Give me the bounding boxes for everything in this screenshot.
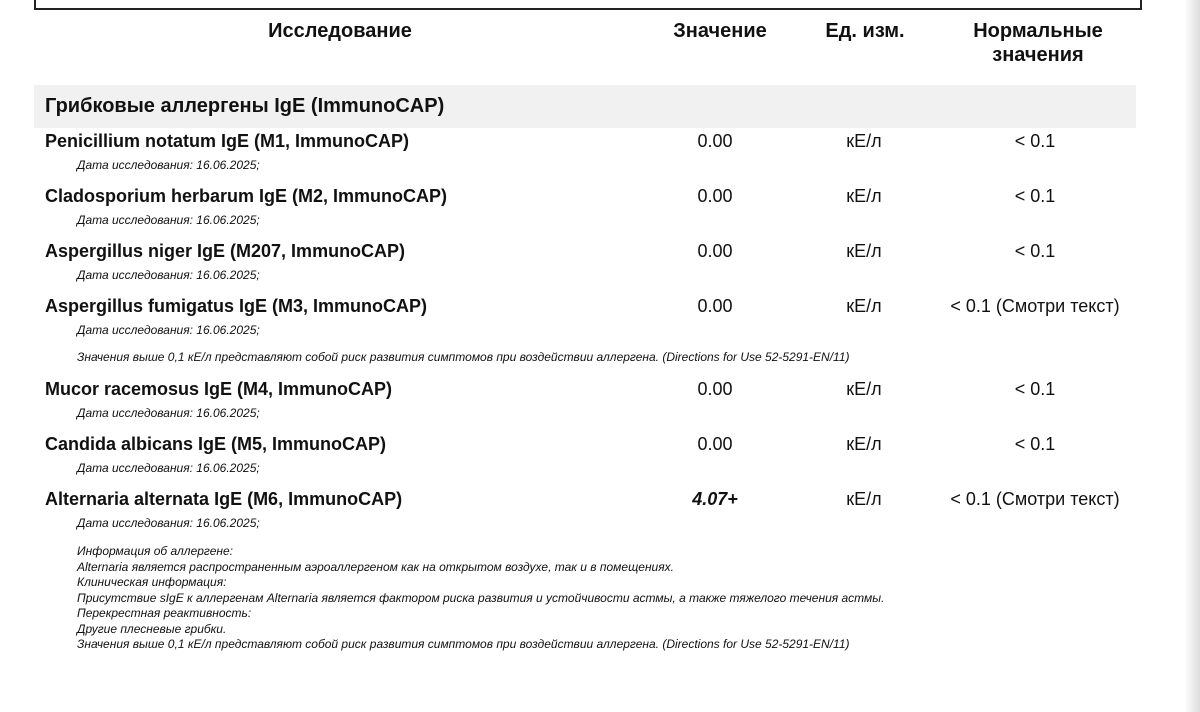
test-norm: < 0.1 <box>1014 241 1056 261</box>
allergen-note-line: Информация об аллергене: <box>77 544 233 558</box>
test-name: Aspergillus niger IgE (M207, ImmunoCAP) <box>45 241 406 261</box>
allergen-note-line: Alternaria является распространенным аэроаллергеном как на открытом воздухе, так и в помещениях. <box>77 559 674 574</box>
allergen-note-line: Присутствие sIgE к аллергенам Alternaria является фактором риска развития и устойчивости астмы, а также тяжелого течения астмы. <box>77 590 885 605</box>
test-norm: < 0.1 <box>1014 186 1056 206</box>
test-norm: < 0.1 <box>1014 131 1056 151</box>
test-note: Значения выше 0,1 кЕ/л представляют собой риск развития симптомов при воздействии аллергена. (Directions for Use 52-5291-EN/11) <box>77 350 850 364</box>
diagnosis-box <box>34 0 1142 10</box>
test-value: 0.00 <box>697 379 733 399</box>
test-date: Дата исследования: 16.06.2025; <box>77 213 260 227</box>
test-name: Alternaria alternata IgE (M6, ImmunoCAP) <box>45 489 403 509</box>
column-header-norm-line1: Нормальные <box>973 20 1103 42</box>
column-header-value: Значение <box>673 20 767 42</box>
test-value: 0.00 <box>697 296 733 316</box>
test-unit: кЕ/л <box>846 434 882 454</box>
test-unit: кЕ/л <box>846 131 882 151</box>
column-header-norm-line2: значения <box>992 44 1084 66</box>
test-date: Дата исследования: 16.06.2025; <box>77 516 260 530</box>
column-header-unit: Ед. изм. <box>825 20 905 42</box>
column-header-norm <box>938 19 1138 67</box>
test-norm: < 0.1 (Смотри текст) <box>950 296 1120 316</box>
test-norm: < 0.1 <box>1014 434 1056 454</box>
test-date: Дата исследования: 16.06.2025; <box>77 268 260 282</box>
test-date: Дата исследования: 16.06.2025; <box>77 461 260 475</box>
test-norm: < 0.1 (Смотри текст) <box>950 489 1120 509</box>
test-name: Aspergillus fumigatus IgE (M3, ImmunoCAP) <box>45 296 428 316</box>
test-value: 0.00 <box>697 241 733 261</box>
test-unit: кЕ/л <box>846 379 882 399</box>
column-header-name: Исследование <box>268 20 412 42</box>
test-name: Mucor racemosus IgE (M4, ImmunoCAP) <box>45 379 393 399</box>
diagnosis-label <box>46 0 106 1</box>
section-header <box>34 85 1136 128</box>
test-unit: кЕ/л <box>846 296 882 316</box>
allergen-note-line: Перекрестная реактивность: <box>77 606 252 620</box>
allergen-note-line: Значения выше 0,1 кЕ/л представляют собой риск развития симптомов при воздействии аллергена. (Directions for Use 52-5291-EN/11) <box>77 637 850 651</box>
test-value: 0.00 <box>697 131 733 151</box>
test-value: 0.00 <box>697 434 733 454</box>
test-date: Дата исследования: 16.06.2025; <box>77 323 260 337</box>
test-unit: кЕ/л <box>846 489 882 509</box>
test-value: 0.00 <box>697 186 733 206</box>
test-unit: кЕ/л <box>846 186 882 206</box>
section-title: Грибковые аллергены IgE (ImmunoCAP) <box>45 95 445 117</box>
test-name: Cladosporium herbarum IgE (M2, ImmunoCAP) <box>45 186 448 206</box>
test-unit: кЕ/л <box>846 241 882 261</box>
page-edge-shadow <box>1186 0 1200 712</box>
test-date: Дата исследования: 16.06.2025; <box>77 406 260 420</box>
test-value-flagged: 4.07+ <box>692 489 738 509</box>
allergen-note-line: Клиническая информация: <box>77 575 227 589</box>
test-norm: < 0.1 <box>1014 379 1056 399</box>
test-date: Дата исследования: 16.06.2025; <box>77 158 260 172</box>
test-name: Candida albicans IgE (M5, ImmunoCAP) <box>45 434 387 454</box>
allergen-note-line: Другие плесневые грибки. <box>77 621 227 636</box>
test-name: Penicillium notatum IgE (M1, ImmunoCAP) <box>45 131 410 151</box>
